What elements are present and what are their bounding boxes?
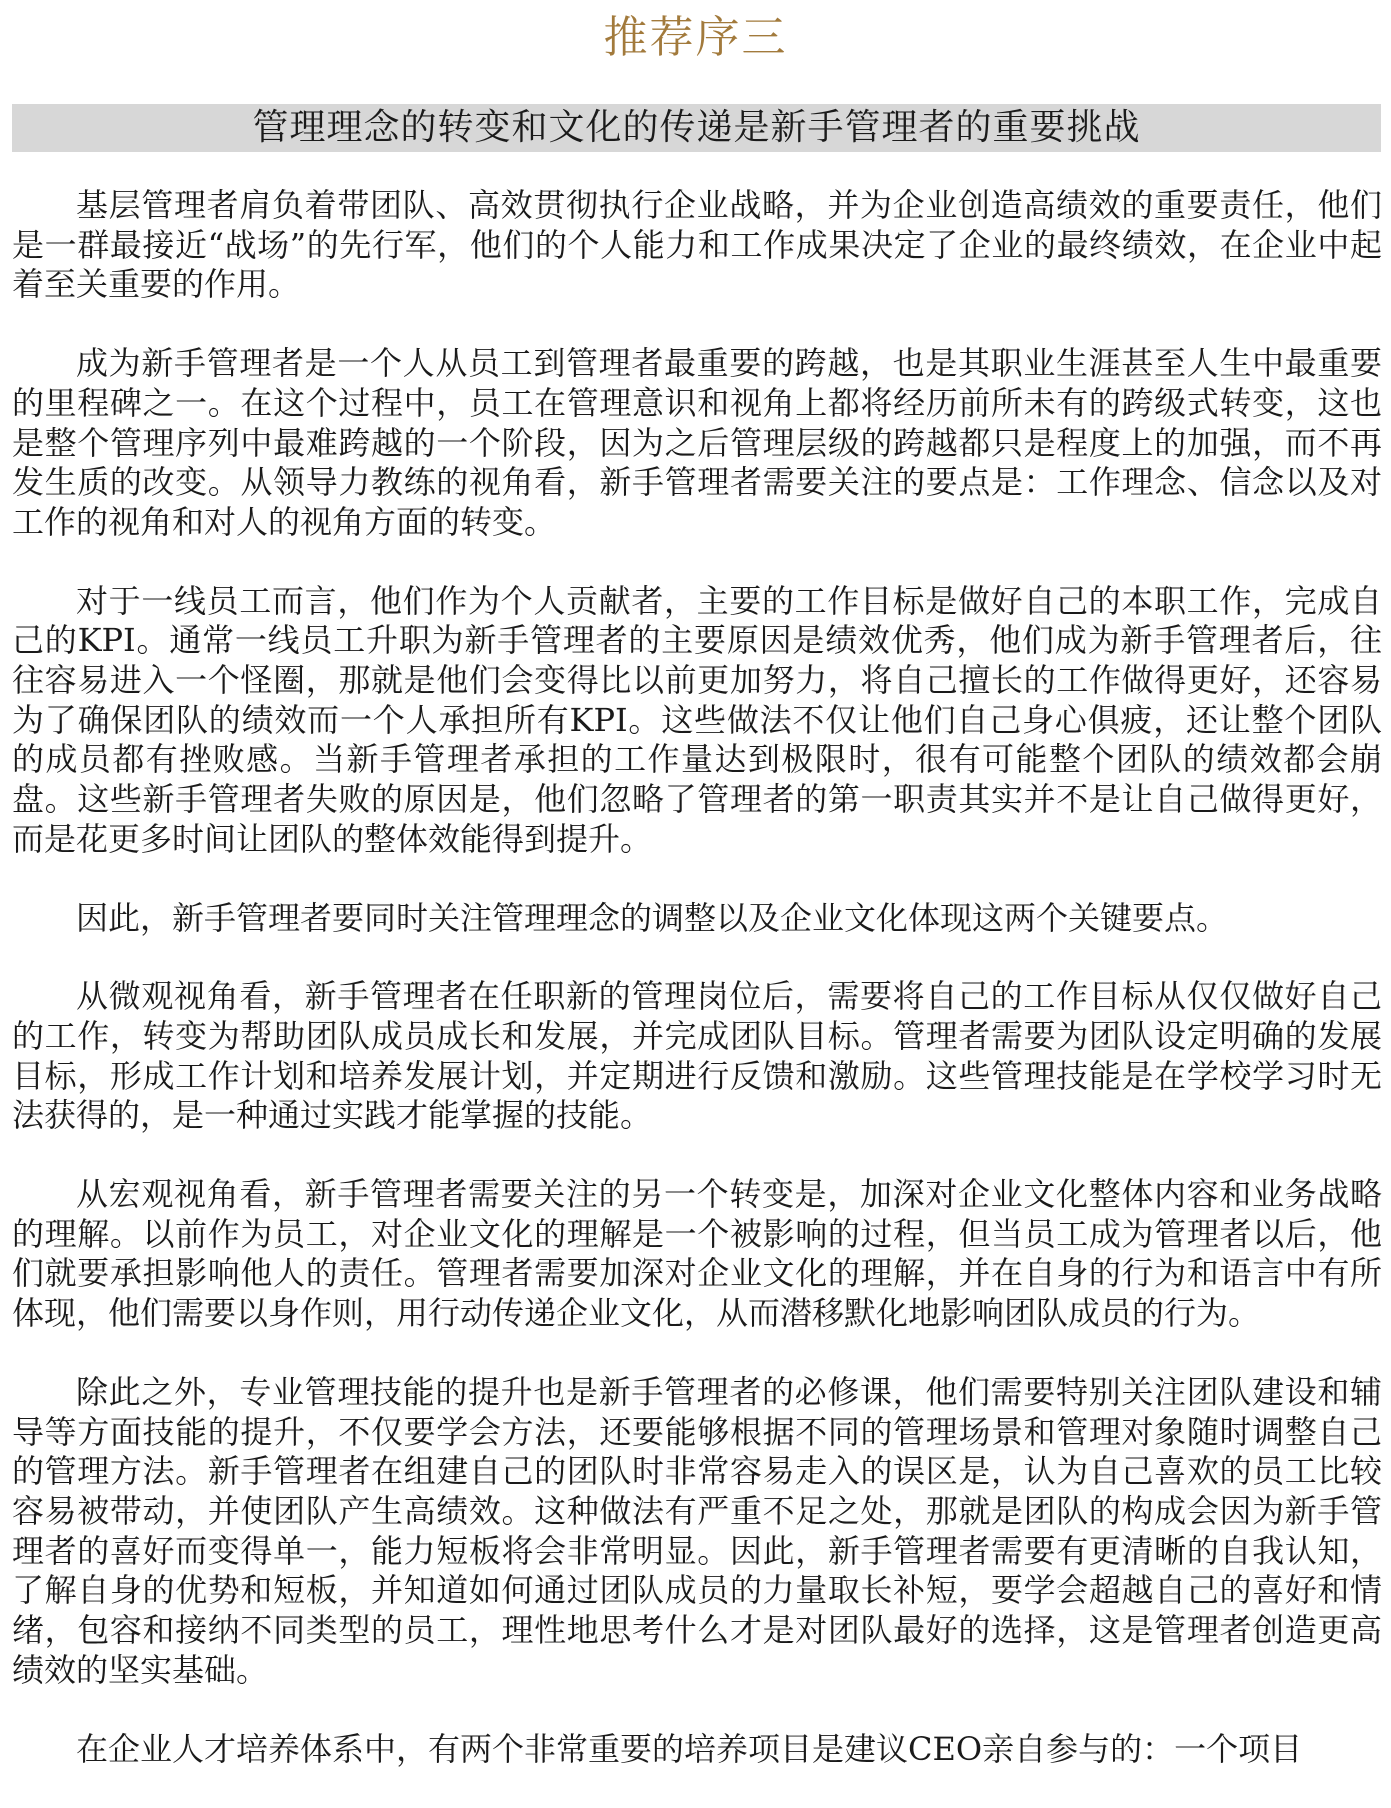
paragraph: 除此之外，专业管理技能的提升也是新手管理者的必修课，他们需要特别关注团队建设和辅导等方面技能的提升，不仅要学会方法，还要能够根据不同的管理场景和管理对象随时调整自己的管理方法。新手管理者在组建自己的团队时非常容易走入的误区是，认为自己喜欢的员工比较容易被带动，并使团队产生高绩效。这种做法有严重不足之处，那就是团队的构成会因为新手管理者的喜好而变得单一，能力短板将会非常明显。因此，新手管理者需要有更清晰的自我认知，了解自身的优势和短板，并知道如何通过团队成员的力量取长补短，要学会超越自己的喜好和情绪，包容和接纳不同类型的员工，理性地思考什么才是对团队最好的选择，这是管理者创造更高绩效的坚实基础。: [12, 1372, 1382, 1689]
page-title: 推荐序三: [603, 12, 788, 63]
body-text: [12, 186, 1382, 1808]
paragraph: 基层管理者肩负着带团队、高效贯彻执行企业战略，并为企业创造高绩效的重要责任，他们是一群最接近“战场”的先行军，他们的个人能力和工作成果决定了企业的最终绩效，在企业中起着至关重要的作用。: [12, 186, 1382, 304]
subtitle-banner: [12, 104, 1381, 152]
section-subtitle: 管理理念的转变和文化的传递是新手管理者的重要挑战: [252, 107, 1141, 148]
paragraph: 成为新手管理者是一个人从员工到管理者最重要的跨越，也是其职业生涯甚至人生中最重要的里程碑之一。在这个过程中，员工在管理意识和视角上都将经历前所未有的跨级式转变，这也是整个管理序列中最难跨越的一个阶段，因为之后管理层级的跨越都只是程度上的加强，而不再发生质的改变。从领导力教练的视角看，新手管理者需要关注的要点是：工作理念、信念以及对工作的视角和对人的视角方面的转变。: [12, 344, 1382, 541]
paragraph: 对于一线员工而言，他们作为个人贡献者，主要的工作目标是做好自己的本职工作，完成自己的KPI。通常一线员工升职为新手管理者的主要原因是绩效优秀，他们成为新手管理者后，往往容易进入一个怪圈，那就是他们会变得比以前更加努力，将自己擅长的工作做得更好，还容易为了确保团队的绩效而一个人承担所有KPI。这些做法不仅让他们自己身心俱疲，还让整个团队的成员都有挫败感。当新手管理者承担的工作量达到极限时，很有可能整个团队的绩效都会崩盘。这些新手管理者失败的原因是，他们忽略了管理者的第一职责其实并不是让自己做得更好，而是花更多时间让团队的整体效能得到提升。: [12, 581, 1382, 858]
paragraph: 在企业人才培养体系中，有两个非常重要的培养项目是建议CEO亲自参与的：一个项目: [76, 1729, 1303, 1768]
paragraph: 从宏观视角看，新手管理者需要关注的另一个转变是，加深对企业文化整体内容和业务战略的理解。以前作为员工，对企业文化的理解是一个被影响的过程，但当员工成为管理者以后，他们就要承担影响他人的责任。管理者需要加深对企业文化的理解，并在自身的行为和语言中有所体现，他们需要以身作则，用行动传递企业文化，从而潜移默化地影响团队成员的行为。: [12, 1175, 1382, 1333]
paragraph: 从微观视角看，新手管理者在任职新的管理岗位后，需要将自己的工作目标从仅仅做好自己的工作，转变为帮助团队成员成长和发展，并完成团队目标。管理者需要为团队设定明确的发展目标，形成工作计划和培养发展计划，并定期进行反馈和激励。这些管理技能是在学校学习时无法获得的，是一种通过实践才能掌握的技能。: [12, 977, 1382, 1135]
paragraph: 因此，新手管理者要同时关注管理理念的调整以及企业文化体现这两个关键要点。: [76, 898, 1229, 937]
